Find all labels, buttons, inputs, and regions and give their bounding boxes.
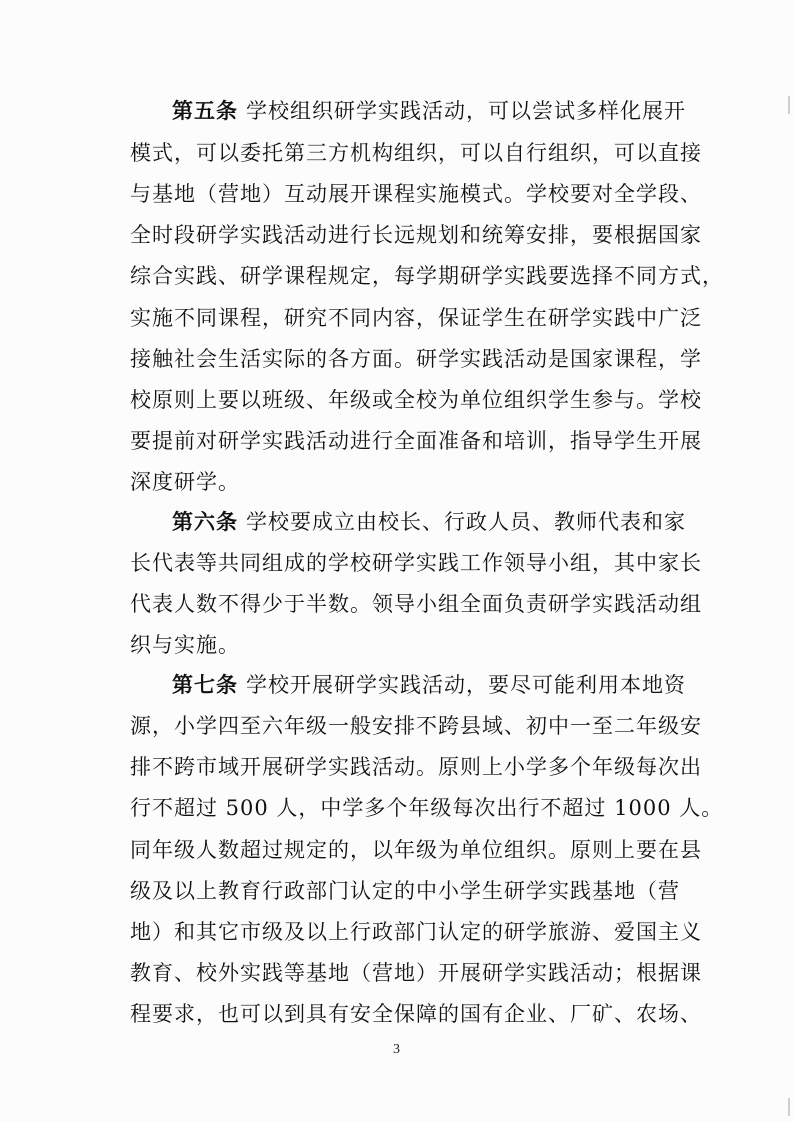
- scan-edge-mark: [788, 1098, 790, 1116]
- text-line: 教育、校外实践等基地（营地）开展研学实践活动；根据课: [130, 961, 702, 985]
- article-7-text: 学校开展研学实践活动，要尽可能利用本地资: [246, 673, 686, 697]
- text-line: 织与实施。: [130, 633, 240, 657]
- article-6-label: 第六条: [172, 509, 238, 534]
- text-line: 行不超过 500 人，中学多个年级每次出行不超过 1000 人。: [130, 796, 724, 820]
- text-line: 深度研学。: [130, 470, 240, 494]
- text-line: 级及以上教育行政部门认定的中小学生研学实践基地（营: [130, 879, 680, 903]
- article-5-text: 学校组织研学实践活动，可以尝试多样化展开: [246, 99, 686, 123]
- scan-edge-mark: [788, 96, 790, 114]
- text-line: 代表人数不得少于半数。领导小组全面负责研学实践活动组: [130, 592, 702, 616]
- text-line: 校原则上要以班级、年级或全校为单位组织学生参与。学校: [130, 388, 702, 412]
- text-line: 与基地（营地）互动展开课程实施模式。学校要对全学段、: [130, 182, 702, 206]
- text-line: 源，小学四至六年级一般安排不跨县域、初中一至二年级安: [130, 714, 702, 738]
- text-line: 地）和其它市级及以上行政部门认定的研学旅游、爱国主义: [130, 920, 702, 944]
- page-number: 3: [393, 1042, 400, 1057]
- text-line: 综合实践、研学课程规定，每学期研学实践要选择不同方式，: [130, 264, 724, 288]
- article-7-first-line: [172, 665, 686, 705]
- text-line: 要提前对研学实践活动进行全面准备和培训，指导学生开展: [130, 429, 702, 453]
- text-line: 模式，可以委托第三方机构组织，可以自行组织，可以直接: [130, 141, 702, 165]
- text-line: 实施不同课程，研究不同内容，保证学生在研学实践中广泛: [130, 306, 702, 330]
- article-6-text: 学校要成立由校长、行政人员、教师代表和家: [246, 510, 686, 534]
- text-line: 长代表等共同组成的学校研学实践工作领导小组，其中家长: [130, 551, 702, 575]
- text-line: 程要求，也可以到具有安全保障的国有企业、厂矿、农场、: [130, 1002, 702, 1026]
- text-line: 接触社会生活实际的各方面。研学实践活动是国家课程，学: [130, 347, 702, 371]
- article-5-label: 第五条: [172, 98, 238, 123]
- text-line: 全时段研学实践活动进行长远规划和统筹安排，要根据国家: [130, 223, 702, 247]
- text-line: 同年级人数超过规定的，以年级为单位组织。原则上要在县: [130, 838, 702, 862]
- article-5-first-line: [172, 91, 686, 131]
- text-line: 排不跨市域开展研学实践活动。原则上小学多个年级每次出: [130, 755, 702, 779]
- article-7-label: 第七条: [172, 672, 238, 697]
- article-6-first-line: [172, 502, 686, 542]
